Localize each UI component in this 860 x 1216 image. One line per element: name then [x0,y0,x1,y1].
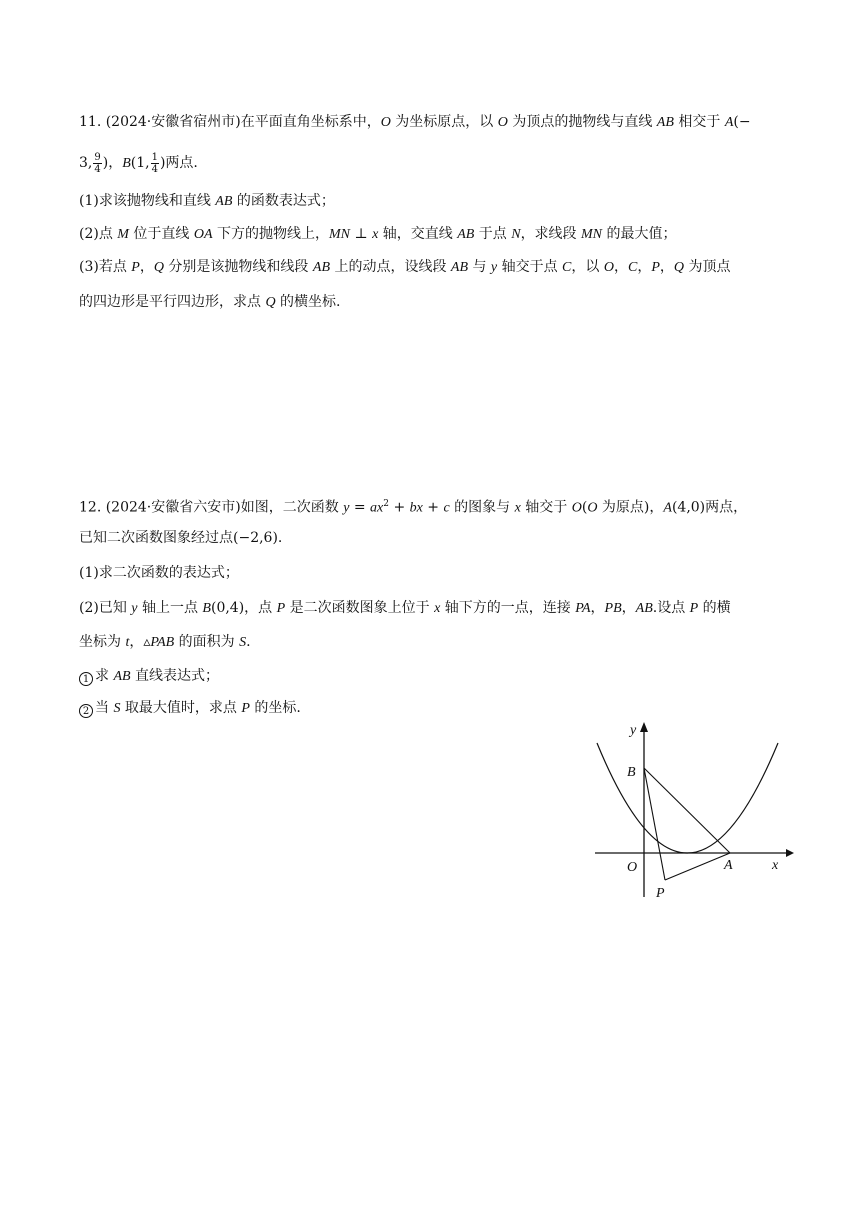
math: B [122,156,131,171]
math: O [587,500,598,516]
text: ， [139,259,154,275]
math: PB [604,601,622,616]
math: = [349,499,371,516]
math: bx [409,500,423,516]
q12-line2 [79,528,789,548]
text: 已知 [98,600,132,616]
text: 的最大值； [602,226,677,242]
math: N [511,227,521,242]
math: c [443,500,450,516]
question-number: 11. [79,114,102,130]
text: 已知二次函数图象经过点(−2,6). [79,530,283,546]
label-a: A [724,858,733,873]
math: ax [370,500,384,516]
text: 轴交于点 [497,259,563,275]
text: 轴下方的一点，连接 [440,600,576,616]
math: P [241,701,250,716]
text: 坐标为 [79,634,126,650]
math: (1, [130,155,150,171]
math: P [651,260,660,275]
text: 的坐标. [249,700,301,716]
text: (− [733,114,751,130]
text: 求二次函数的表达式； [98,565,239,581]
text: )两点. [159,155,198,171]
numerator: 1 [151,151,158,163]
text: 位于直线 [128,226,194,242]
text: . [246,634,251,650]
text: 与 [468,259,491,275]
text: ( [581,499,588,516]
text: ， [621,600,636,616]
text: 于点 [474,226,512,242]
text: 为顶点 [684,259,731,275]
text: ，求线段 [520,226,582,242]
q11-part3 [79,257,789,278]
math: C [627,260,638,275]
text: 若点 [98,259,132,275]
math: y [490,260,498,275]
math: PAB [150,635,175,650]
text: ， [659,259,674,275]
math-superscript: 2 [383,499,389,509]
fraction [93,152,101,175]
math: Q [265,295,276,310]
math: A [663,500,672,516]
math: AB [113,669,131,684]
question-source: (2024·安徽省宿州市) [105,114,241,130]
q11-part1 [79,191,789,212]
q11-part2 [79,224,789,245]
math: P [131,260,140,275]
text: 的横坐标. [275,294,341,310]
triangle-symbol: ▵ [143,634,151,650]
parabola-figure [590,716,800,906]
text: (0,4)，点 [210,600,277,616]
math: AB [312,260,330,275]
q11-line2 [79,150,789,177]
math: AB [656,115,674,130]
math: Q [673,260,684,275]
math: + [389,499,410,516]
text: 轴交于 [520,499,572,516]
math: y [131,601,138,616]
segment-pa [665,853,730,880]
math: P [689,601,699,616]
math: 3, [79,155,93,171]
math: C [562,260,572,275]
math: OA [193,227,213,242]
question-number: 12. [79,499,102,516]
part-number: (2) [79,600,99,616]
text: ，以 [571,259,604,275]
text: 的四边形是平行四边形，求点 [79,294,266,310]
numerator: 9 [94,151,101,163]
part-number: (3) [79,259,99,275]
part-number: (1) [79,565,99,581]
label-b: B [627,765,636,780]
math: O [380,115,391,130]
math: S [113,701,121,716]
denominator: 4 [151,163,158,175]
label-o: O [627,860,638,875]
text: 如图，二次函数 [240,499,344,516]
math: PA [575,601,591,616]
q12-part1 [79,563,789,583]
fraction [151,152,159,175]
segment-pb [644,768,665,880]
q11-part3-cont [79,292,789,313]
math: t [125,635,130,650]
text: 为原点)， [597,499,664,516]
circled-number: 1 [79,672,93,686]
label-p: P [656,886,665,901]
text: 点 [98,226,118,242]
text: 直线表达式； [130,668,220,684]
math: AB [450,260,469,275]
math: x [372,227,379,242]
math: AB [635,601,653,616]
part-number: (1) [79,193,99,209]
math: P [276,601,286,616]
text: 求 [95,668,114,684]
parabola-curve [597,743,778,853]
text: ， [590,600,605,616]
text: 求该抛物线和直线 [98,193,216,209]
text: .设点 [652,600,690,616]
q11-line1 [79,112,789,133]
text: 是二次函数图象上位于 [285,600,435,616]
part-number: (2) [79,226,99,242]
y-axis-arrow [640,722,648,732]
x-axis-arrow [786,849,794,857]
text: 的面积为 [174,634,240,650]
denominator: 4 [94,163,101,175]
q12-sub1 [79,666,789,687]
text: 上的动点，设线段 [330,259,451,275]
math: MN [329,227,350,242]
circled-number: 2 [79,704,93,718]
text: ， [637,259,652,275]
text: 轴，交直线 [378,226,458,242]
text: ， [613,259,628,275]
text: 为坐标原点，以 [390,114,498,130]
text: 分别是该抛物线和线段 [163,259,313,275]
text: ， [129,634,144,650]
text: 下方的抛物线上， [212,226,329,242]
math: M [117,227,129,242]
text: )， [102,155,123,171]
text: 在平面直角坐标系中， [240,114,381,130]
text: 为顶点的抛物线与直线 [507,114,657,130]
text: 的横 [698,600,731,616]
math: MN [581,227,603,242]
text: 的函数表达式； [232,193,335,209]
math: Q [153,260,164,275]
math: A [724,115,734,130]
math: O [497,115,508,130]
math: AB [215,194,233,209]
math: S [239,635,247,650]
math: B [202,601,211,616]
text: 当 [95,700,114,716]
label-x: x [772,858,779,873]
math: ⊥ [350,226,373,242]
math: y [343,500,350,516]
question-source: (2024·安徽省六安市) [105,499,241,516]
text: (4,0)两点， [671,499,748,516]
text: 的图象与 [449,499,515,516]
text: 轴上一点 [137,600,203,616]
label-y: y [630,723,637,738]
math: O [571,500,582,516]
math: O [603,260,614,275]
math: x [514,500,521,516]
text: 取最大值时，求点 [120,700,242,716]
math: x [434,601,441,616]
math: AB [457,227,475,242]
q12-line1 [79,494,789,519]
q12-part2 [79,598,789,619]
q12-part2-cont [79,632,789,653]
text: 相交于 [673,114,725,130]
math: + [422,499,444,516]
